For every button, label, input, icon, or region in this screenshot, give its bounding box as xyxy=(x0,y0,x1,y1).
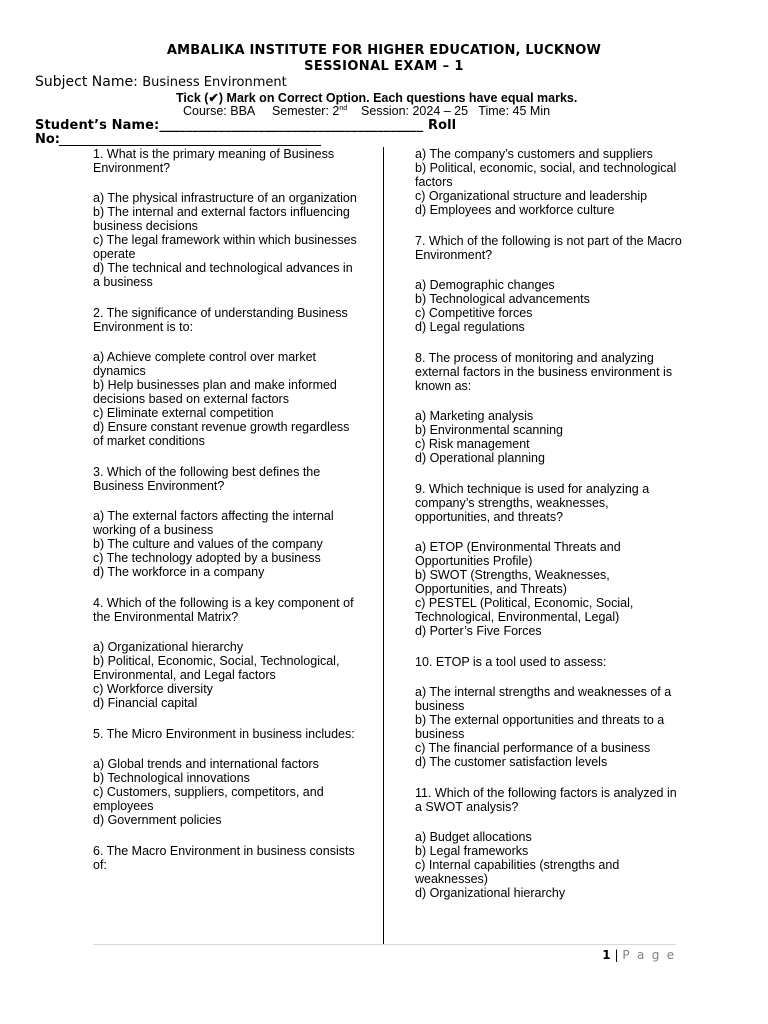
subject-value: Business Environment xyxy=(142,75,287,90)
option-list xyxy=(93,191,363,289)
question-block xyxy=(415,234,683,334)
option-list xyxy=(415,409,683,465)
answer-option[interactable]: c) Competitive forces xyxy=(415,306,533,320)
answer-option[interactable]: a) The internal strengths and weaknesses of a business xyxy=(415,685,672,713)
roll-underline xyxy=(59,145,321,146)
option-list xyxy=(415,147,683,217)
answer-option[interactable]: d) Financial capital xyxy=(93,696,198,710)
semester-suffix: nd xyxy=(339,105,348,112)
answer-option[interactable]: b) Help businesses plan and make informed decisions based on external factors xyxy=(93,378,337,406)
exam-title: SESSIONAL EXAM – 1 xyxy=(304,59,464,74)
question-text: 10. ETOP is a tool used to assess: xyxy=(415,655,607,669)
answer-option[interactable]: b) Legal frameworks xyxy=(415,844,529,858)
question-block xyxy=(415,786,683,900)
question-text: 11. Which of the following factors is analyzed in a SWOT analysis? xyxy=(415,786,677,814)
answer-option[interactable]: c) Internal capabilities (strengths and weaknesses) xyxy=(415,858,620,886)
option-list xyxy=(93,757,363,827)
course: Course: BBA xyxy=(183,104,255,118)
answer-option[interactable]: d) Organizational hierarchy xyxy=(415,886,566,900)
answer-option[interactable]: c) PESTEL (Political, Economic, Social, Technological, Environmental, Legal) xyxy=(415,596,634,624)
answer-option[interactable]: b) The external opportunities and threats to a business xyxy=(415,713,665,741)
answer-option[interactable]: c) The legal framework within which businesses operate xyxy=(93,233,357,261)
question-text: 2. The significance of understanding Business Environment is to: xyxy=(93,306,348,334)
answer-option[interactable]: d) Legal regulations xyxy=(415,320,525,334)
question-text: 6. The Macro Environment in business consists of: xyxy=(93,844,355,872)
question-text: 7. Which of the following is not part of the Macro Environment? xyxy=(415,234,682,262)
page-number: 1 xyxy=(602,948,611,962)
course-info xyxy=(183,104,550,118)
question-text: 9. Which technique is used for analyzing a company’s strengths, weaknesses, opportunities, and threats? xyxy=(415,482,650,524)
answer-option[interactable]: a) Demographic changes xyxy=(415,278,555,292)
answer-option[interactable]: c) Workforce diversity xyxy=(93,682,213,696)
option-list xyxy=(415,685,683,769)
question-block xyxy=(415,351,683,465)
question-block xyxy=(415,147,683,217)
option-list xyxy=(415,278,683,334)
question-text: 8. The process of monitoring and analyzing external factors in the business environment is known as: xyxy=(415,351,673,393)
answer-option[interactable]: b) SWOT (Strengths, Weaknesses, Opportunities, and Threats) xyxy=(415,568,610,596)
question-block xyxy=(93,596,363,710)
answer-option[interactable]: d) Porter’s Five Forces xyxy=(415,624,542,638)
page-footer xyxy=(602,948,676,962)
answer-option[interactable]: c) Organizational structure and leadership xyxy=(415,189,648,203)
answer-option[interactable]: b) Technological advancements xyxy=(415,292,590,306)
roll-number-field xyxy=(35,132,60,147)
answer-option[interactable]: c) The financial performance of a business xyxy=(415,741,651,755)
answer-option[interactable]: d) Government policies xyxy=(93,813,222,827)
footer-rule xyxy=(93,944,676,945)
answer-option[interactable]: a) Achieve complete control over market dynamics xyxy=(93,350,317,378)
answer-option[interactable]: d) Operational planning xyxy=(415,451,545,465)
question-text: 3. Which of the following best defines the Business Environment? xyxy=(93,465,321,493)
semester: Semester: 2 xyxy=(271,104,340,118)
session: Session: 2024 – 25 xyxy=(361,104,469,118)
question-block xyxy=(93,465,363,579)
right-question-column xyxy=(415,147,683,917)
answer-option[interactable]: d) Ensure constant revenue growth regardless of market conditions xyxy=(93,420,350,448)
answer-option[interactable]: a) The physical infrastructure of an organization xyxy=(93,191,357,205)
option-list xyxy=(93,640,363,710)
answer-option[interactable]: b) Political, Economic, Social, Technological, Environmental, and Legal factors xyxy=(93,654,340,682)
answer-option[interactable]: b) The culture and values of the company xyxy=(93,537,323,551)
question-block xyxy=(93,844,363,872)
footer-separator: | xyxy=(614,948,619,962)
question-block xyxy=(93,147,363,289)
question-text: 5. The Micro Environment in business includes: xyxy=(93,727,355,741)
answer-option[interactable]: a) Marketing analysis xyxy=(415,409,534,423)
answer-option[interactable]: c) Risk management xyxy=(415,437,530,451)
answer-option[interactable]: a) Organizational hierarchy xyxy=(93,640,244,654)
instruction-text: Tick (✔) Mark on Correct Option. Each questions have equal marks. xyxy=(176,91,578,105)
column-divider xyxy=(383,147,384,945)
answer-option[interactable]: a) The external factors affecting the internal working of a business xyxy=(93,509,334,537)
question-block xyxy=(415,655,683,769)
option-list xyxy=(415,830,683,900)
question-block xyxy=(415,482,683,638)
answer-option[interactable]: b) Political, economic, social, and technological factors xyxy=(415,161,677,189)
answer-option[interactable]: d) The customer satisfaction levels xyxy=(415,755,608,769)
answer-option[interactable]: c) Customers, suppliers, competitors, and employees xyxy=(93,785,324,813)
exam-time: Time: 45 Min xyxy=(478,104,551,118)
subject-line xyxy=(35,74,287,90)
question-block xyxy=(93,727,363,827)
question-text: 4. Which of the following is a key component of the Environmental Matrix? xyxy=(93,596,354,624)
institute-title: AMBALIKA INSTITUTE FOR HIGHER EDUCATION, LUCKNOW xyxy=(166,43,602,58)
answer-option[interactable]: c) Eliminate external competition xyxy=(93,406,274,420)
roll-label: No: xyxy=(35,132,61,147)
option-list xyxy=(93,509,363,579)
question-block xyxy=(93,306,363,448)
answer-option[interactable]: a) Budget allocations xyxy=(415,830,532,844)
student-name-field: Student’s Name:________________________________________ Roll xyxy=(35,118,457,133)
question-text: 1. What is the primary meaning of Business Environment? xyxy=(93,147,335,175)
page-label: P a g e xyxy=(622,948,676,962)
answer-option[interactable]: a) The company’s customers and suppliers xyxy=(415,147,653,161)
answer-option[interactable]: b) Technological innovations xyxy=(93,771,250,785)
answer-option[interactable]: d) Employees and workforce culture xyxy=(415,203,615,217)
answer-option[interactable]: c) The technology adopted by a business xyxy=(93,551,321,565)
option-list xyxy=(415,540,683,638)
subject-label: Subject Name: xyxy=(35,74,138,90)
answer-option[interactable]: a) Global trends and international factors xyxy=(93,757,319,771)
answer-option[interactable]: b) Environmental scanning xyxy=(415,423,563,437)
answer-option[interactable]: a) ETOP (Environmental Threats and Opportunities Profile) xyxy=(415,540,621,568)
left-question-column xyxy=(93,147,363,889)
answer-option[interactable]: d) The technical and technological advances in a business xyxy=(93,261,353,289)
answer-option[interactable]: d) The workforce in a company xyxy=(93,565,265,579)
answer-option[interactable]: b) The internal and external factors influencing business decisions xyxy=(93,205,350,233)
option-list xyxy=(93,350,363,448)
